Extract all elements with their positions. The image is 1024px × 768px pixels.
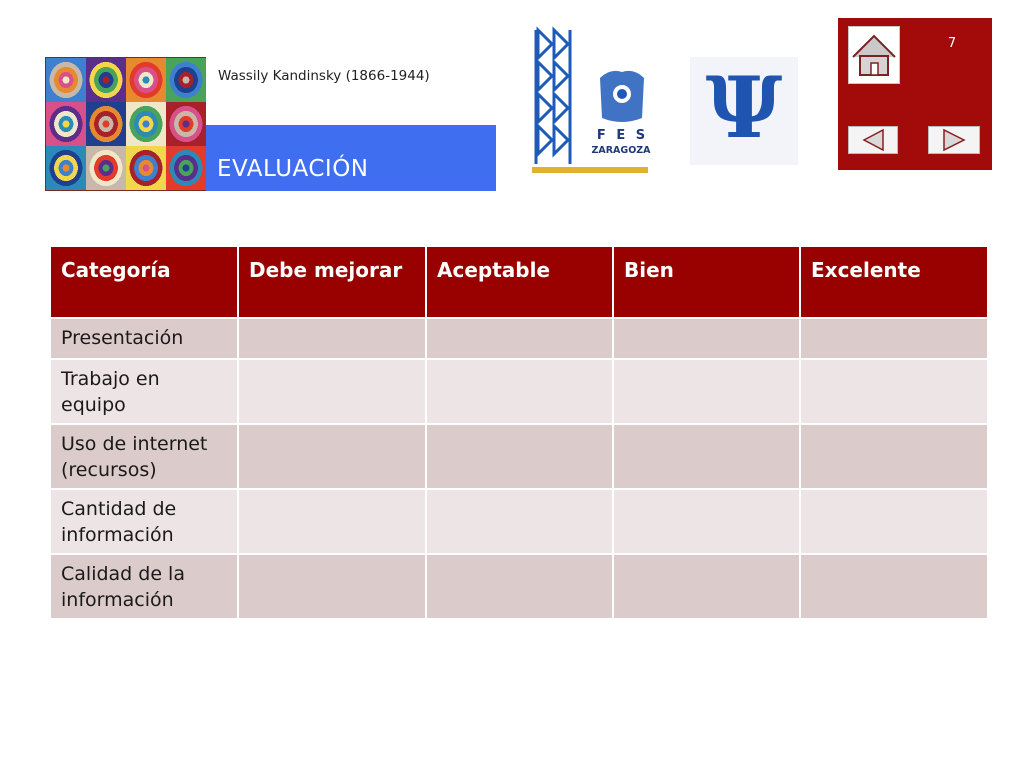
painting-square (126, 58, 166, 102)
rating-cell (427, 555, 614, 620)
rating-cell (239, 360, 427, 425)
rating-cell (801, 360, 989, 425)
rating-cell (801, 555, 989, 620)
header-category: Categoría (51, 247, 239, 319)
rating-cell (614, 360, 801, 425)
evaluation-rubric-table (51, 247, 989, 620)
rating-cell (801, 425, 989, 490)
painting-square (46, 58, 86, 102)
previous-slide-button[interactable] (848, 126, 898, 154)
rating-cell (239, 319, 427, 360)
painting-square (166, 146, 206, 190)
rating-cell (801, 490, 989, 555)
row-category: Uso de internet (recursos) (51, 425, 239, 490)
rating-cell (427, 490, 614, 555)
rating-cell (427, 360, 614, 425)
painting-square (126, 146, 166, 190)
painting-square (86, 146, 126, 190)
row-category: Trabajo en equipo (51, 360, 239, 425)
header-needs-improvement: Debe mejorar (239, 247, 427, 319)
table-header-row (51, 247, 989, 319)
rating-cell (614, 425, 801, 490)
painting-square (126, 102, 166, 146)
rating-cell (614, 490, 801, 555)
rating-cell (801, 319, 989, 360)
rating-cell (239, 425, 427, 490)
painting-square (86, 58, 126, 102)
fes-name: F E S (596, 128, 649, 143)
psi-symbol: Ψ (705, 58, 783, 157)
fes-subtitle: ZARAGOZA (591, 145, 651, 156)
rating-cell (614, 319, 801, 360)
row-category: Presentación (51, 319, 239, 360)
home-icon (849, 27, 899, 83)
next-slide-button[interactable] (928, 126, 980, 154)
painting-square (46, 146, 86, 190)
table-row (51, 425, 989, 490)
table-row (51, 360, 989, 425)
table-row (51, 490, 989, 555)
row-category: Calidad de la información (51, 555, 239, 620)
header-acceptable: Aceptable (427, 247, 614, 319)
painting-square (166, 58, 206, 102)
rating-cell (239, 490, 427, 555)
rating-cell (614, 555, 801, 620)
rating-cell (427, 319, 614, 360)
previous-arrow-icon (849, 127, 897, 153)
home-button[interactable] (848, 26, 900, 84)
table-row (51, 555, 989, 620)
painting-square (86, 102, 126, 146)
rating-cell (239, 555, 427, 620)
table-row (51, 319, 989, 360)
header-excellent: Excelente (801, 247, 989, 319)
page-title: EVALUACIÓN (217, 156, 369, 182)
painting-square (166, 102, 206, 146)
painting-caption: Wassily Kandinsky (1866-1944) (218, 68, 430, 84)
painting-square (46, 102, 86, 146)
next-arrow-icon (929, 127, 979, 153)
rating-cell (427, 425, 614, 490)
slide-number: 7 (947, 36, 957, 51)
header-good: Bien (614, 247, 801, 319)
kandinsky-painting (45, 57, 206, 191)
row-category: Cantidad de información (51, 490, 239, 555)
